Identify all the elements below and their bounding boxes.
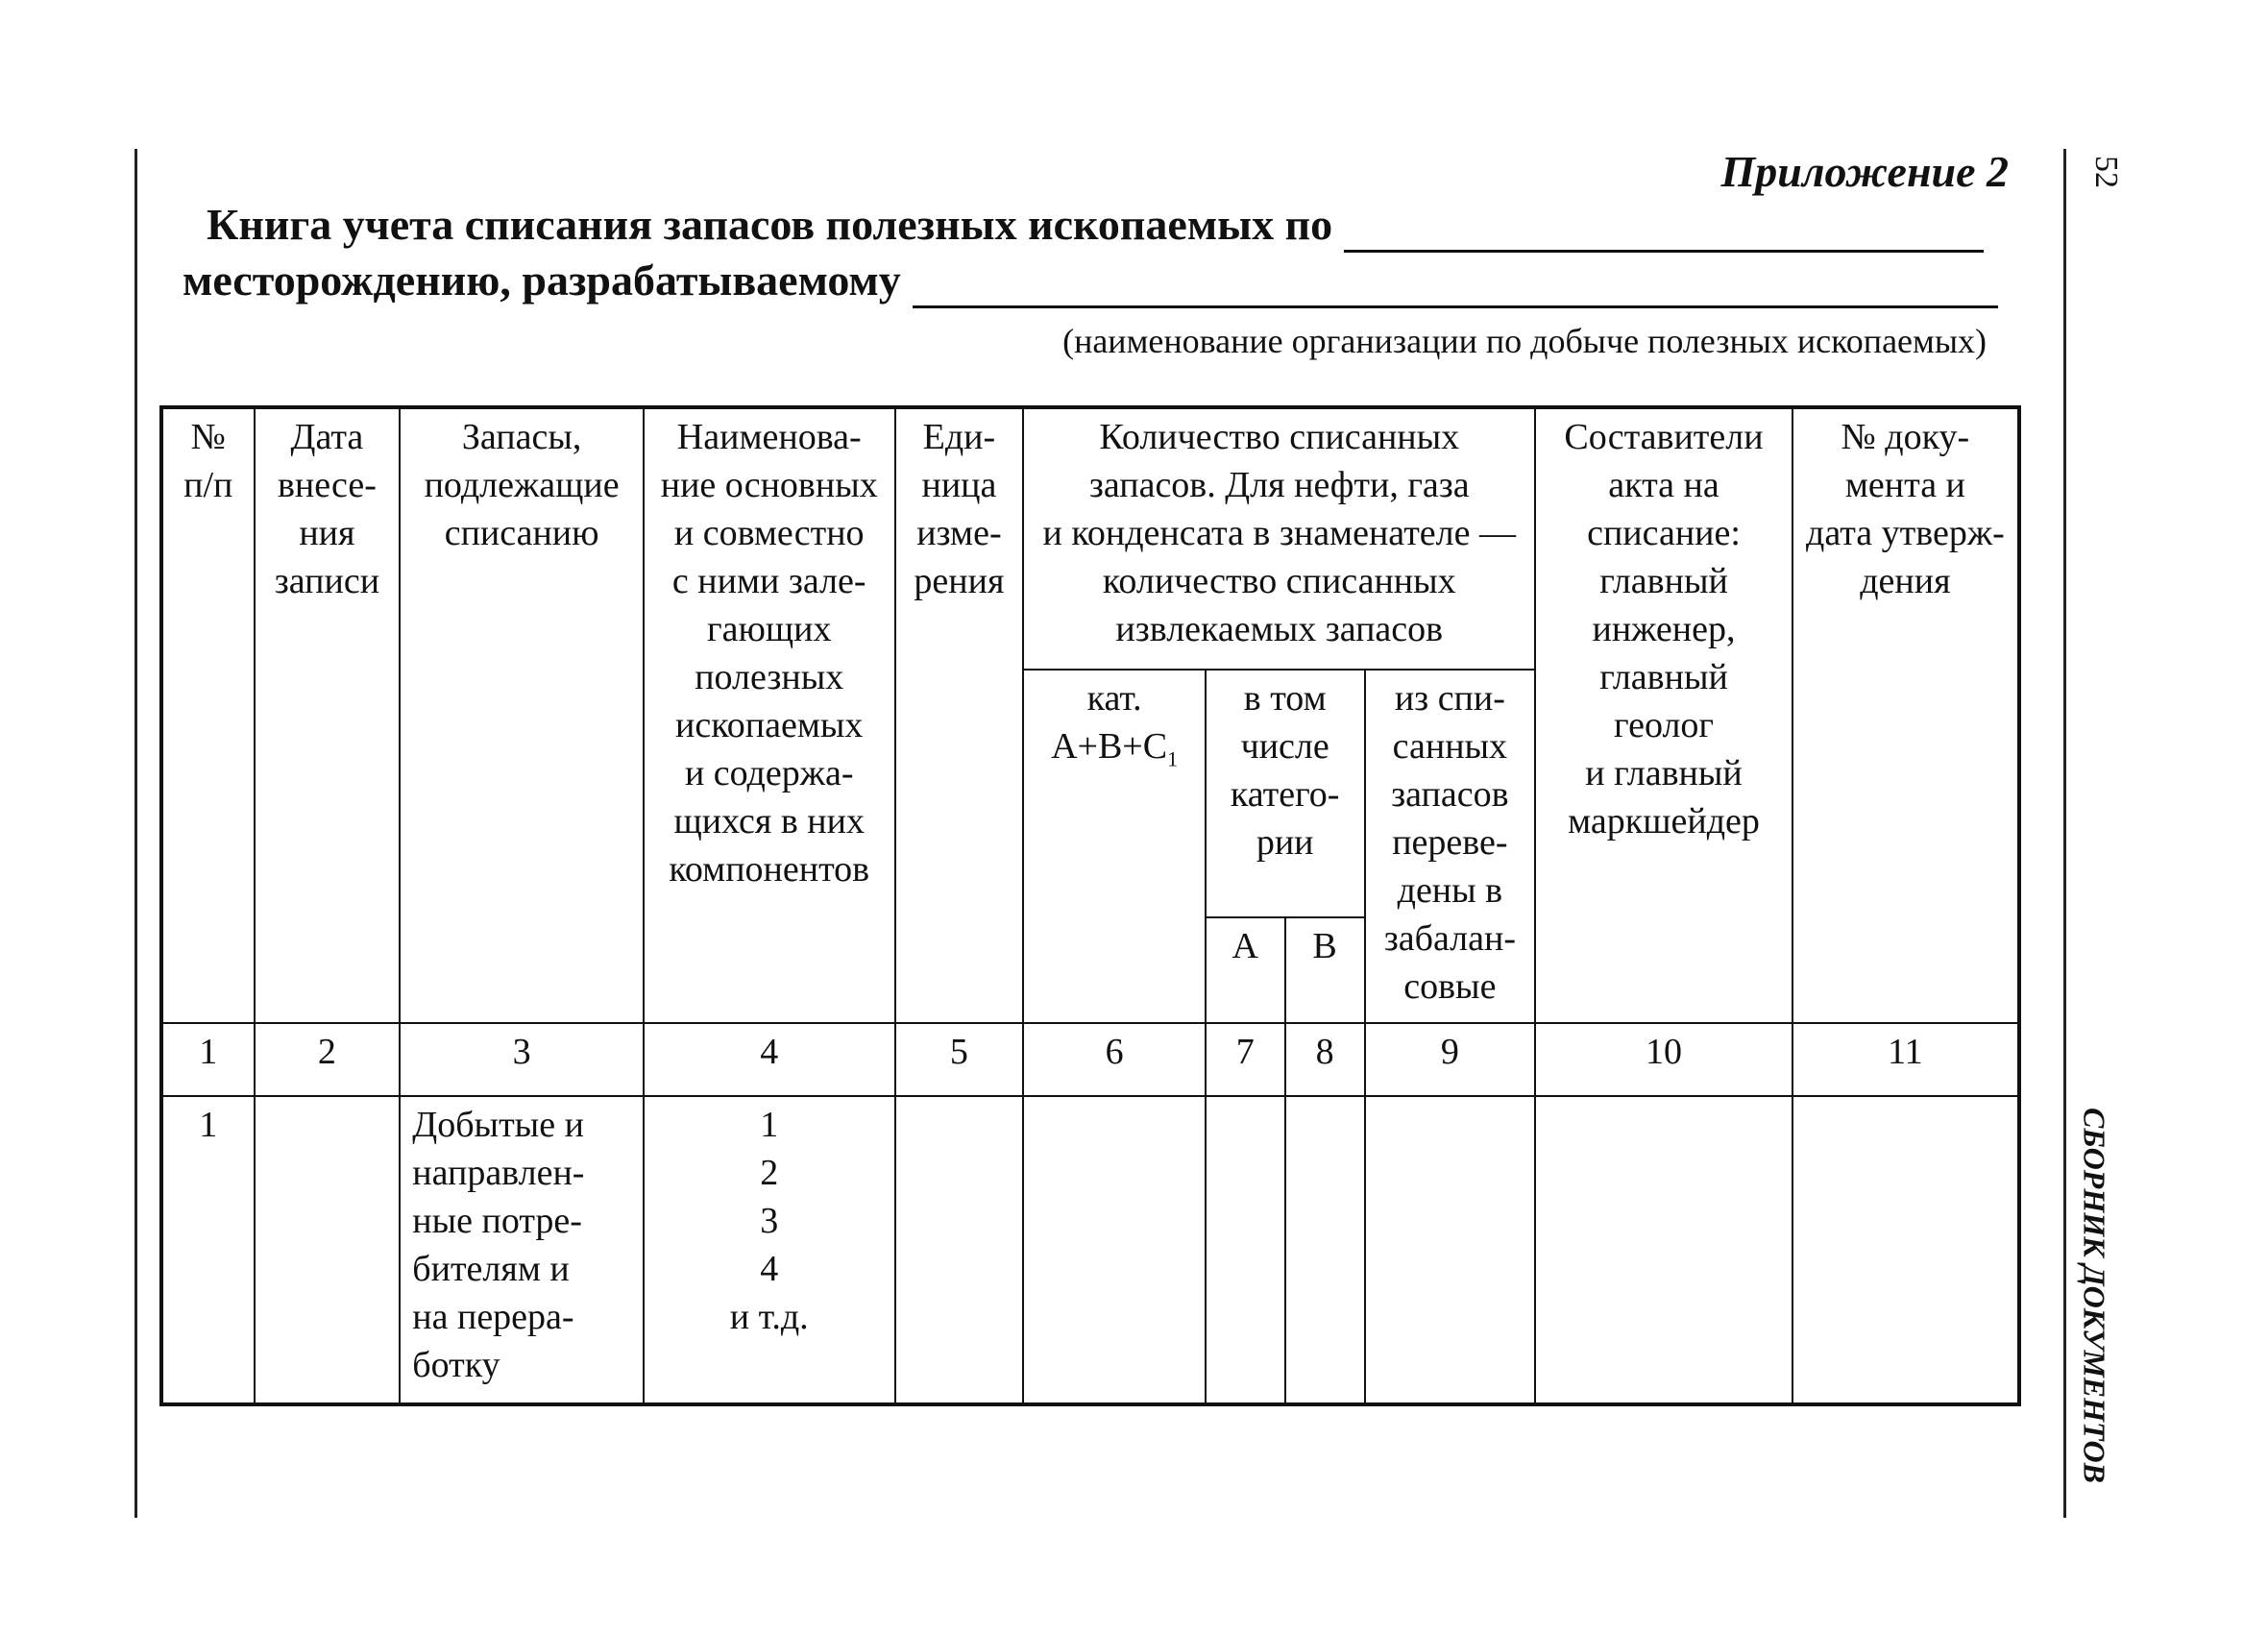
- header-reserves: Запасы, подлежащие списанию: [400, 407, 644, 1023]
- header-category-abc-text: кат. А+В+С: [1051, 678, 1168, 767]
- column-number: 3: [400, 1023, 644, 1096]
- row-category-a: [1206, 1096, 1285, 1404]
- blank-field-1: [1344, 207, 1984, 253]
- column-number: 1: [161, 1023, 255, 1096]
- page-number: 52: [2088, 156, 2124, 188]
- row-minerals: 1 2 3 4 и т.д.: [644, 1096, 895, 1404]
- row-category-abc: [1023, 1096, 1206, 1404]
- left-margin-line: [134, 149, 137, 1518]
- column-number: 10: [1535, 1023, 1792, 1096]
- header-category-a: А: [1206, 917, 1285, 1023]
- side-caption: СБОРНИК ДОКУМЕНТОВ: [2077, 1107, 2112, 1483]
- header-including-categories: в том числе катего- рии: [1206, 670, 1365, 917]
- table-row: [161, 1096, 2019, 1404]
- header-compilers: Составители акта на списание: главный инженер, главный геолог и главный маркшейдер: [1535, 407, 1792, 1023]
- row-date: [255, 1096, 401, 1404]
- column-number: 5: [895, 1023, 1024, 1096]
- header-num: № п/п: [161, 407, 255, 1023]
- title-line-1-text: Книга учета списания запасов полезных ископаемых по: [207, 200, 1333, 249]
- header-category-b: В: [1285, 917, 1365, 1023]
- blank-field-2: [913, 263, 1998, 308]
- right-margin-line: [2063, 149, 2066, 1518]
- column-number: 7: [1206, 1023, 1285, 1096]
- header-category-abc: [1023, 670, 1206, 1023]
- column-number: 4: [644, 1023, 895, 1096]
- column-number: 6: [1023, 1023, 1206, 1096]
- organization-caption: (наименование организации по добыче полезных ископаемых): [1062, 322, 1987, 360]
- column-number: 8: [1285, 1023, 1365, 1096]
- title-line-2-text: месторождению, разрабатываемому: [183, 256, 901, 305]
- column-number: 2: [255, 1023, 401, 1096]
- row-reserves: Добытые и направлен- ные потре- бителям и на перера- ботку: [400, 1096, 644, 1404]
- header-quantity-group: Количество списанных запасов. Для нефти, газа и конденсата в знаменателе — количество списанных извлекаемых запасов: [1023, 407, 1535, 670]
- header-off-balance: из спи- санных запасов переве- дены в забалан- совые: [1365, 670, 1536, 1023]
- write-off-table: [159, 405, 2021, 1406]
- appendix-label: Приложение 2: [1720, 147, 2009, 196]
- title-line-1: [183, 197, 1984, 253]
- header-minerals: Наименова- ние основных и совместно с ними зале- гающих полезных ископаемых и содержа- щихся в них компонентов: [644, 407, 895, 1023]
- header-unit: Еди- ница изме- рения: [895, 407, 1024, 1023]
- row-num: 1: [161, 1096, 255, 1404]
- row-unit: [895, 1096, 1024, 1404]
- row-document: [1792, 1096, 2019, 1404]
- row-off-balance: [1365, 1096, 1536, 1404]
- header-date: Дата внесе- ния записи: [255, 407, 401, 1023]
- header-category-abc-subscript: 1: [1167, 746, 1179, 771]
- column-number: 9: [1365, 1023, 1536, 1096]
- title-line-2: [183, 253, 1998, 308]
- column-number: 11: [1792, 1023, 2019, 1096]
- header-document: № доку- мента и дата утверж- дения: [1792, 407, 2019, 1023]
- row-category-b: [1285, 1096, 1365, 1404]
- row-compilers: [1535, 1096, 1792, 1404]
- document-title: [183, 197, 2008, 308]
